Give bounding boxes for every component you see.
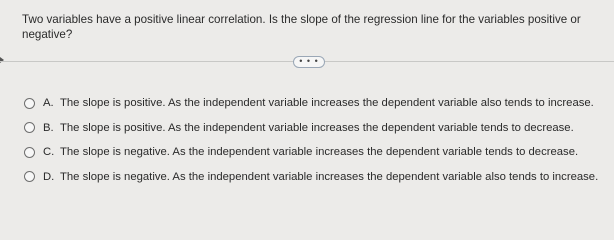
question-text: Two variables have a positive linear correlation. Is the slope of the regression line for the variables positive or negative? xyxy=(22,13,581,41)
answer-option-b[interactable] xyxy=(24,120,612,136)
radio-button-icon[interactable] xyxy=(24,147,35,158)
answer-options xyxy=(24,95,612,193)
option-text: The slope is negative. As the independent variable increases the dependent variable also tends to increase. xyxy=(60,170,599,183)
option-letter: B. xyxy=(43,121,54,134)
radio-button-icon[interactable] xyxy=(24,122,35,133)
answer-option-c[interactable] xyxy=(24,144,612,160)
collapse-arrow-icon xyxy=(0,57,4,63)
option-letter: A. xyxy=(43,97,54,109)
option-text: The slope is positive. As the independent variable increases the dependent variable tends to decrease. xyxy=(60,121,574,134)
option-text: The slope is negative. As the independent variable increases the dependent variable tends to decrease. xyxy=(60,146,579,158)
answer-option-a[interactable] xyxy=(24,95,612,111)
radio-button-icon[interactable] xyxy=(24,98,35,109)
option-letter: D. xyxy=(43,170,55,183)
option-letter: C. xyxy=(43,146,55,158)
answer-option-d[interactable] xyxy=(24,169,612,185)
more-options-button[interactable]: • • • xyxy=(293,56,325,68)
radio-button-icon[interactable] xyxy=(24,171,35,182)
option-text: The slope is positive. As the independent variable increases the dependent variable also tends to increase. xyxy=(60,97,594,109)
